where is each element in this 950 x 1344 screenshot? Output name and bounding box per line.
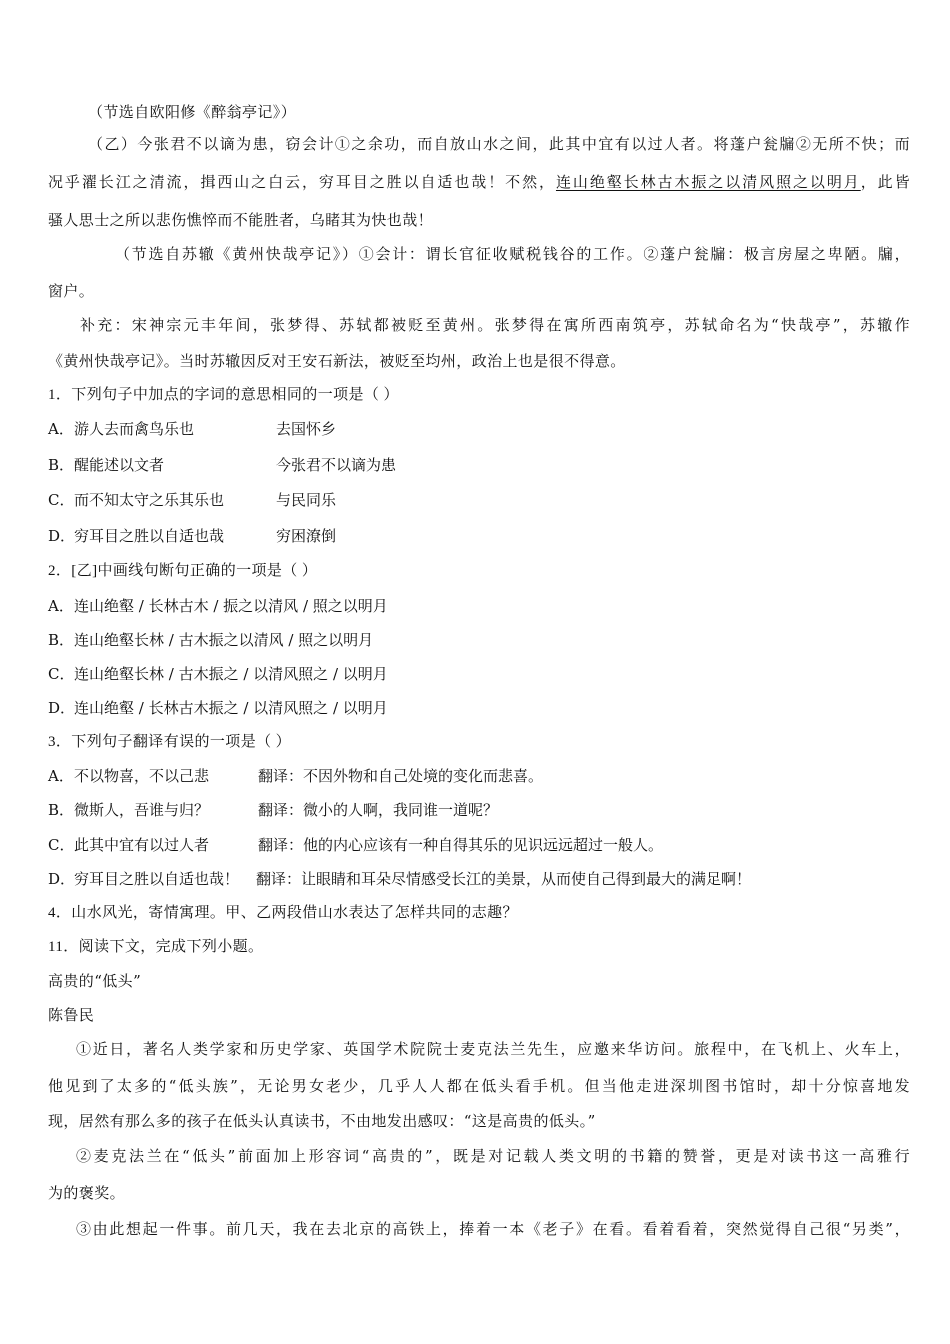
option-label: C． bbox=[48, 665, 75, 683]
section11-heading: 11．阅读下文，完成下列小题。 bbox=[48, 939, 264, 955]
passage-b-line1: （乙）今张君不以谪为患，窃会计①之余功，而自放山水之间，此其中宜有以过人者。将蓬户瓮牖②无所不快；而 bbox=[88, 135, 910, 153]
q2-option-a[interactable] bbox=[48, 595, 388, 617]
passage-b-line2-post: ，此皆 bbox=[860, 173, 910, 191]
option-label: D． bbox=[48, 527, 76, 545]
option-left: 游人去而禽鸟乐也 bbox=[74, 420, 195, 438]
q3-option-a[interactable] bbox=[48, 765, 209, 787]
option-text: 连山绝壑 / 长林古木振之 / 以清风照之 / 以明月 bbox=[74, 699, 388, 717]
passage-b-line2 bbox=[48, 171, 910, 193]
option-label: B． bbox=[48, 631, 75, 649]
paragraph1-line3: 现，居然有那么多的孩子在低头认真读书，不由地发出感叹：“这是高贵的低头。” bbox=[48, 1112, 596, 1130]
q1-option-b-right: 今张君不以谪为患 bbox=[276, 456, 397, 474]
q1-option-d[interactable] bbox=[48, 525, 224, 547]
source-b-line1: （节选自苏辙《黄州快哉亭记》）①会计：谓长官征收赋税钱谷的工作。②蓬户瓮牖：极言房屋之卑陋。牖， bbox=[115, 245, 910, 263]
option-text: 连山绝壑 / 长林古木 / 振之以清风 / 照之以明月 bbox=[74, 597, 388, 615]
paragraph2-line2: 为的褒奖。 bbox=[48, 1184, 126, 1202]
q4-stem: 4．山水风光，寄情寓理。甲、乙两段借山水表达了怎样共同的志趣？ bbox=[48, 905, 518, 921]
paragraph1-line1: ①近日，著名人类学家和历史学家、英国学术院院士麦克法兰先生，应邀来华访问。旅程中，在飞机上、火车上， bbox=[76, 1040, 910, 1058]
q2-stem: 2．[乙]中画线句断句正确的一项是（ ） bbox=[48, 563, 318, 579]
option-label: B． bbox=[48, 801, 75, 819]
supplement-line2: 《黄州快哉亭记》。当时苏辙因反对王安石新法，被贬至均州，政治上也是很不得意。 bbox=[48, 352, 626, 370]
passage-b-line2-pre: 况乎濯长江之清流，揖西山之白云，穷耳目之胜以自适也哉！不然， bbox=[48, 173, 556, 191]
option-label: A． bbox=[48, 767, 74, 785]
article-title: 高贵的“低头” bbox=[48, 972, 142, 990]
q3-option-b-translation: 翻译：微小的人啊，我同谁一道呢？ bbox=[258, 801, 499, 819]
passage-b-line3: 骚人思士之所以悲伤憔悴而不能胜者，乌睹其为快也哉！ bbox=[48, 211, 434, 229]
q1-option-a-right: 去国怀乡 bbox=[276, 420, 337, 438]
q3-option-c[interactable] bbox=[48, 834, 209, 856]
supplement-line1: 补充：宋神宗元丰年间，张梦得、苏轼都被贬至黄州。张梦得在寓所西南筑亭，苏轼命名为“快哉亭”，苏辙作 bbox=[80, 316, 910, 334]
q3-option-a-translation: 翻译：不因外物和自己处境的变化而悲喜。 bbox=[258, 767, 544, 785]
option-label: D． bbox=[48, 699, 76, 717]
underlined-sentence: 连山绝壑长林古木振之以清风照之以明月 bbox=[555, 173, 861, 191]
source-a: （节选自欧阳修《醉翁亭记》） bbox=[88, 103, 297, 121]
q1-option-c-right: 与民同乐 bbox=[276, 491, 337, 509]
q1-option-c[interactable] bbox=[48, 489, 224, 511]
paragraph3-line1: ③由此想起一件事。前几天，我在去北京的高铁上，捧着一本《老子》在看。看着看着，突然觉得自己很“另类”， bbox=[76, 1220, 910, 1238]
option-text: 连山绝壑长林 / 古木振之 / 以清风照之 / 以明月 bbox=[74, 665, 388, 683]
q3-option-d[interactable] bbox=[48, 868, 239, 890]
paragraph2-line1: ②麦克法兰在“低头”前面加上形容词“高贵的”，既是对记载人类文明的书籍的赞誉，更是对读书这一高雅行 bbox=[76, 1147, 910, 1165]
q2-option-d[interactable] bbox=[48, 697, 388, 719]
option-text: 连山绝壑长林 / 古木振之以清风 / 照之以明月 bbox=[74, 631, 374, 649]
q1-option-d-right: 穷困潦倒 bbox=[276, 527, 337, 545]
option-label: D． bbox=[48, 870, 76, 888]
q3-option-c-translation: 翻译：他的内心应该有一种自得其乐的见识远远超过一般人。 bbox=[258, 836, 664, 854]
paragraph1-line2: 他见到了太多的“低头族”，无论男女老少，几乎人人都在低头看手机。但当他走进深圳图书馆时，却十分惊喜地发 bbox=[48, 1077, 910, 1095]
option-label: B． bbox=[48, 456, 75, 474]
option-left: 此其中宜有以过人者 bbox=[74, 836, 210, 854]
option-left: 穷耳目之胜以自适也哉 bbox=[74, 527, 225, 545]
q3-option-d-translation: 翻译：让眼睛和耳朵尽情感受长江的美景，从而使自己得到最大的满足啊！ bbox=[256, 870, 752, 888]
q1-stem: 1．下列句子中加点的字词的意思相同的一项是（ ） bbox=[48, 387, 399, 403]
option-left: 而不知太守之乐其乐也 bbox=[74, 491, 225, 509]
q2-option-b[interactable] bbox=[48, 629, 373, 651]
option-left: 不以物喜，不以己悲 bbox=[74, 767, 210, 785]
source-b-line2: 窗户。 bbox=[48, 282, 95, 300]
q1-option-a[interactable] bbox=[48, 418, 194, 440]
option-left: 穷耳目之胜以自适也哉！ bbox=[74, 870, 240, 888]
option-label: A． bbox=[48, 597, 74, 615]
article-author: 陈鲁民 bbox=[48, 1006, 95, 1024]
option-label: C． bbox=[48, 836, 75, 854]
option-label: C． bbox=[48, 491, 75, 509]
q1-option-b[interactable] bbox=[48, 454, 164, 476]
q3-stem: 3．下列句子翻译有误的一项是（ ） bbox=[48, 734, 292, 750]
option-label: A． bbox=[48, 420, 74, 438]
q2-option-c[interactable] bbox=[48, 663, 388, 685]
option-left: 醒能述以文者 bbox=[74, 456, 165, 474]
option-left: 微斯人，吾谁与归？ bbox=[74, 801, 210, 819]
q3-option-b[interactable] bbox=[48, 799, 209, 821]
